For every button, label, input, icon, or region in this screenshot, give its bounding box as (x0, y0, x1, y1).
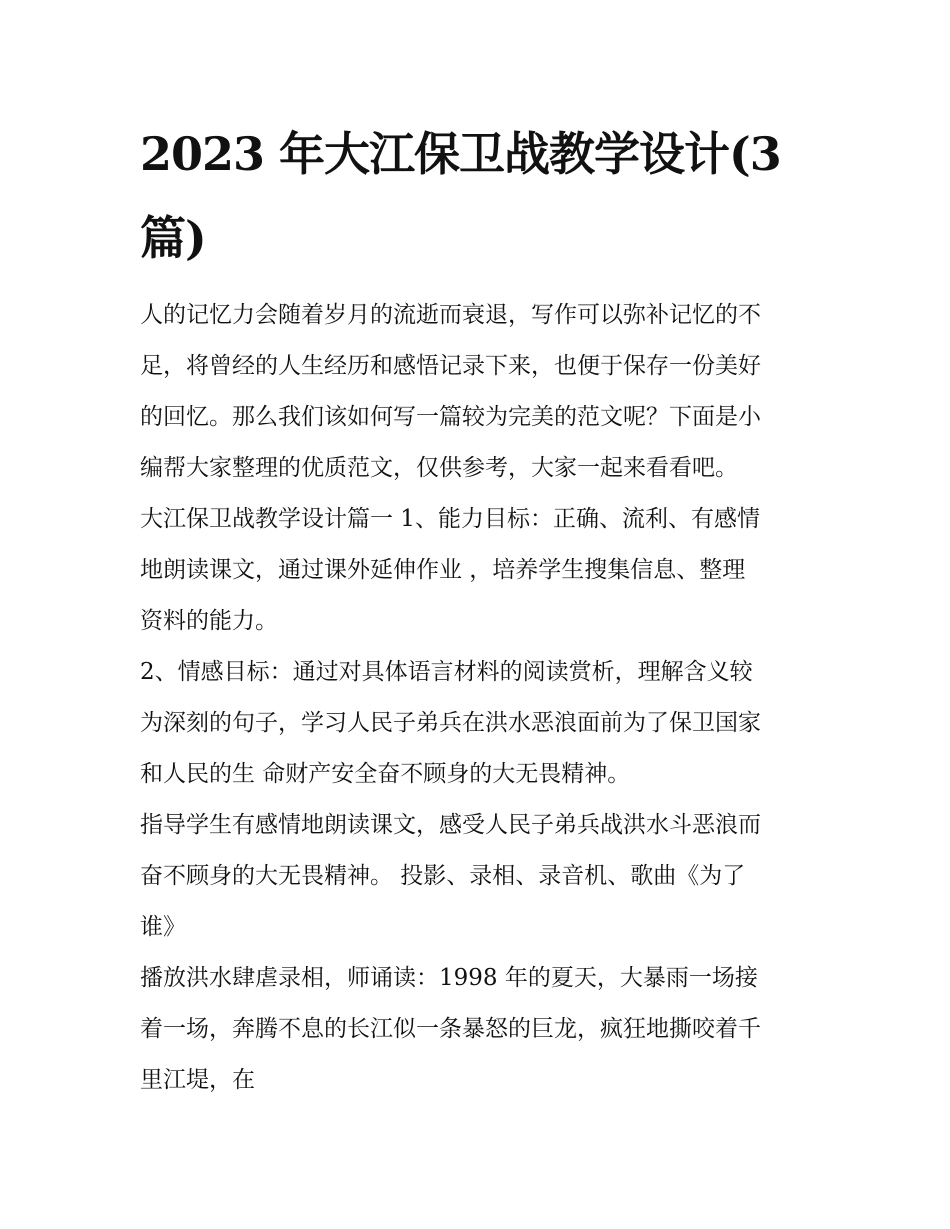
title-line: 2023 年大江保卫战教学设计(3 (140, 127, 781, 181)
body-line: 和人民的生 命财产安全奋不顾身的大无畏精神。 (140, 761, 631, 787)
body-line: 2、情感目标：通过对具体语言材料的阅读赏析，理解含义较 (140, 659, 753, 685)
document-title (140, 112, 820, 280)
body-line: 指导学生有感情地朗读课文，感受人民子弟兵战洪水斗恶浪而 (140, 812, 761, 838)
title-line: 篇) (140, 211, 206, 265)
body-line: 为深刻的句子，学习人民子弟兵在洪水恶浪面前为了保卫国家 (140, 710, 761, 736)
body-line: 里江堤，在 (140, 1067, 255, 1093)
body-line: 资料的能力。 (140, 608, 278, 634)
body-line: 谁》 (140, 914, 186, 940)
body-line: 足，将曾经的人生经历和感悟记录下来，也便于保存一份美好 (140, 353, 761, 379)
body-line: 奋不顾身的大无畏精神。 投影、录相、录音机、歌曲《为了 (140, 863, 746, 889)
body-line: 编帮大家整理的优质范文，仅供参考，大家一起来看看吧。 (140, 455, 738, 481)
document-body (140, 290, 820, 1106)
body-line: 播放洪水肆虐录相，师诵读：1998 年的夏天，大暴雨一场接 (140, 965, 758, 991)
body-line: 大江保卫战教学设计篇一 1、能力目标：正确、流利、有感情 (140, 506, 760, 532)
document-page (140, 112, 820, 1106)
body-line: 地朗读课文，通过课外延伸作业 ，培养学生搜集信息、整理 (140, 557, 746, 583)
body-line: 的回忆。那么我们该如何写一篇较为完美的范文呢？下面是小 (140, 404, 761, 430)
body-line: 着一场，奔腾不息的长江似一条暴怒的巨龙，疯狂地撕咬着千 (140, 1016, 761, 1042)
body-line: 人的记忆力会随着岁月的流逝而衰退，写作可以弥补记忆的不 (140, 302, 761, 328)
